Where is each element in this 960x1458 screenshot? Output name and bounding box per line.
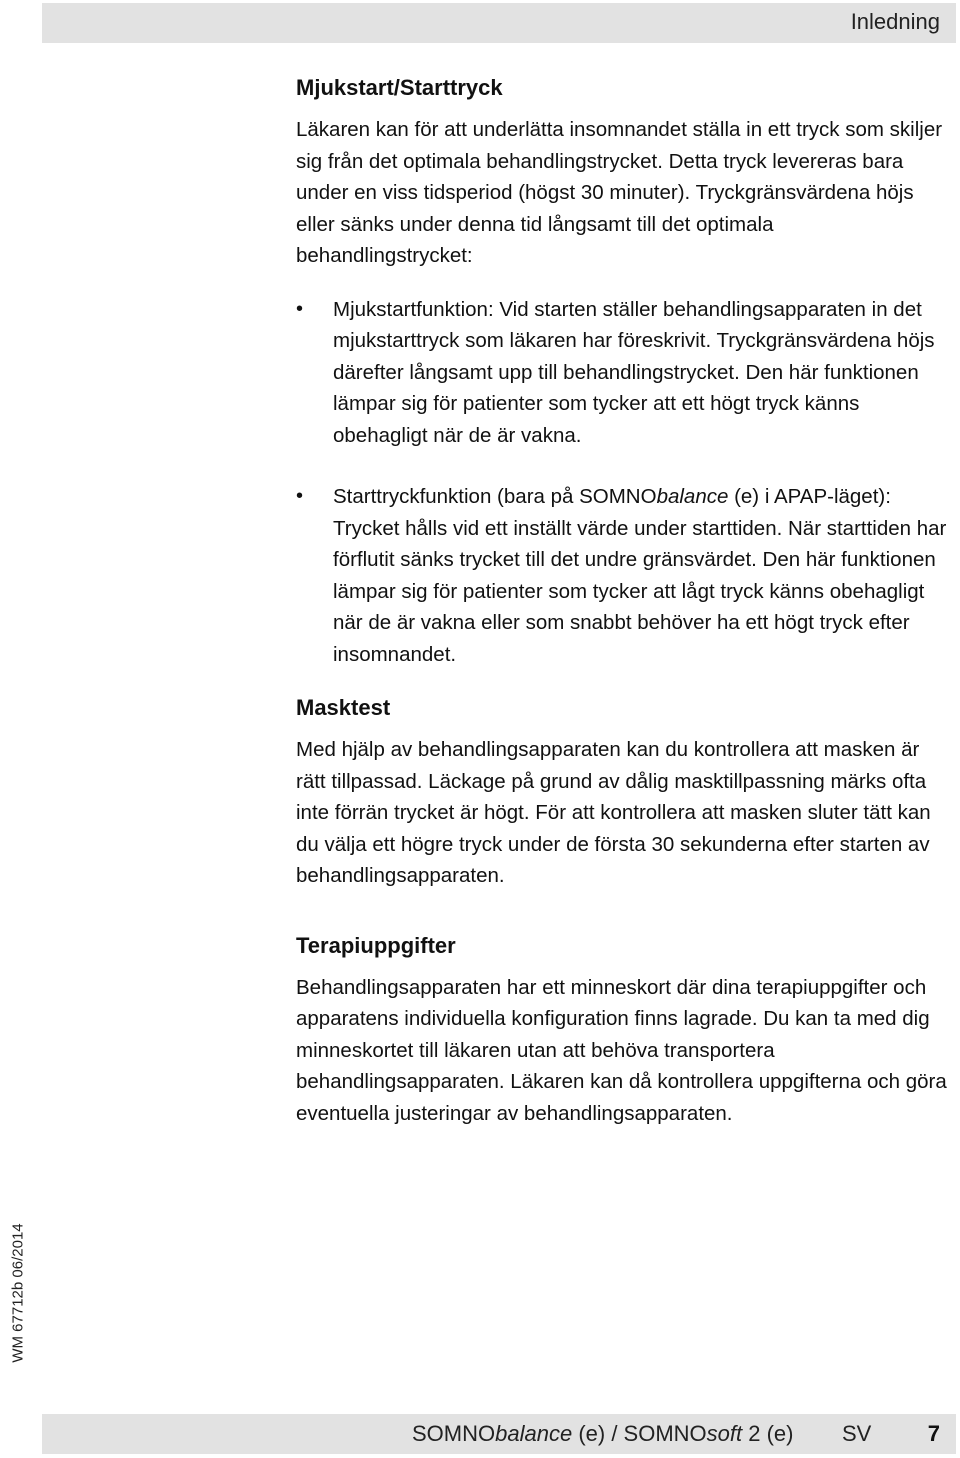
chapter-title: Inledning	[850, 9, 940, 34]
product-name-part: 2 (e)	[742, 1421, 794, 1446]
section-paragraph: Med hjälp av behandlingsapparaten kan du kontrollera att masken är rätt tillpassad. Läckage på grund av dålig masktillpassning märks ofta inte förrän trycket är högt. För att kontrollera att masken sluter tätt kan du välja ett högre tryck under de första 30 sekunderna efter starten av behandlingsapparaten.	[296, 738, 931, 887]
main-content	[296, 72, 954, 1129]
section-paragraph: Läkaren kan för att underlätta insomnandet ställa in ett tryck som skiljer sig från det optimala behandlingstrycket. Detta tryck levereras bara under en viss tidsperiod (högst 30 minuter). Tryckgränsvärdena höjs eller sänks under denna tid långsamt till det optimala behandlingstrycket:	[296, 118, 943, 267]
product-name-italic: balance	[495, 1421, 573, 1446]
footer-product-name	[412, 1421, 793, 1447]
bullet-icon: •	[296, 485, 304, 507]
bullet-list	[296, 294, 954, 671]
list-item-text: Mjukstartfunktion: Vid starten ställer behandlingsapparaten in det mjukstarttryck som läkaren har föreskrivit. Tryckgränsvärdena höjs därefter långsamt upp till behandlingstrycket. Den här funktionen lämpar sig för patienter som tycker att ett högt tryck känns obehagligt när de är vakna.	[333, 297, 935, 447]
section-mjukstart	[296, 72, 954, 670]
document-code	[0, 1205, 36, 1380]
footer-bar	[42, 1414, 956, 1454]
list-item	[296, 294, 954, 452]
list-item-text-prefix: Starttryckfunktion (bara på SOMNO	[333, 485, 657, 508]
product-name-part: SOMNO	[412, 1421, 496, 1446]
list-item-text-suffix: (e) i APAP-läget): Trycket hålls vid ett inställt värde under starttiden. När starttiden har förflutit sänks trycket till det undre gränsvärdet. Den här funktionen lämpar sig för patienter som tycker att lågt tryck känns obehagligt när de är vakna eller som snabbt behöver ha ett högt tryck efter insomnandet.	[333, 485, 947, 666]
section-terapiuppgifter	[296, 930, 954, 1130]
product-name-italic: soft	[706, 1421, 743, 1446]
section-heading: Masktest	[296, 695, 391, 720]
list-item-text-italic: balance	[656, 485, 729, 508]
header-bar	[42, 3, 956, 43]
section-heading: Mjukstart/Starttryck	[296, 75, 503, 100]
language-code: SV	[842, 1421, 872, 1446]
product-name-part: (e) / SOMNO	[572, 1421, 707, 1446]
page-number: 7	[927, 1421, 940, 1446]
section-paragraph: Behandlingsapparaten har ett minneskort där dina terapiuppgifter och apparatens individuella konfiguration finns lagrade. Du kan ta med dig minneskortet till läkaren utan att behöva transportera behandlingsapparaten. Läkaren kan då kontrollera uppgifterna och göra eventuella justeringar av behandlingsapparaten.	[296, 975, 947, 1125]
document-code-text: WM 67712b 06/2014	[9, 1222, 27, 1363]
list-item	[296, 481, 954, 670]
section-heading: Terapiuppgifter	[296, 932, 456, 958]
section-masktest	[296, 692, 954, 892]
bullet-icon: •	[296, 297, 304, 320]
